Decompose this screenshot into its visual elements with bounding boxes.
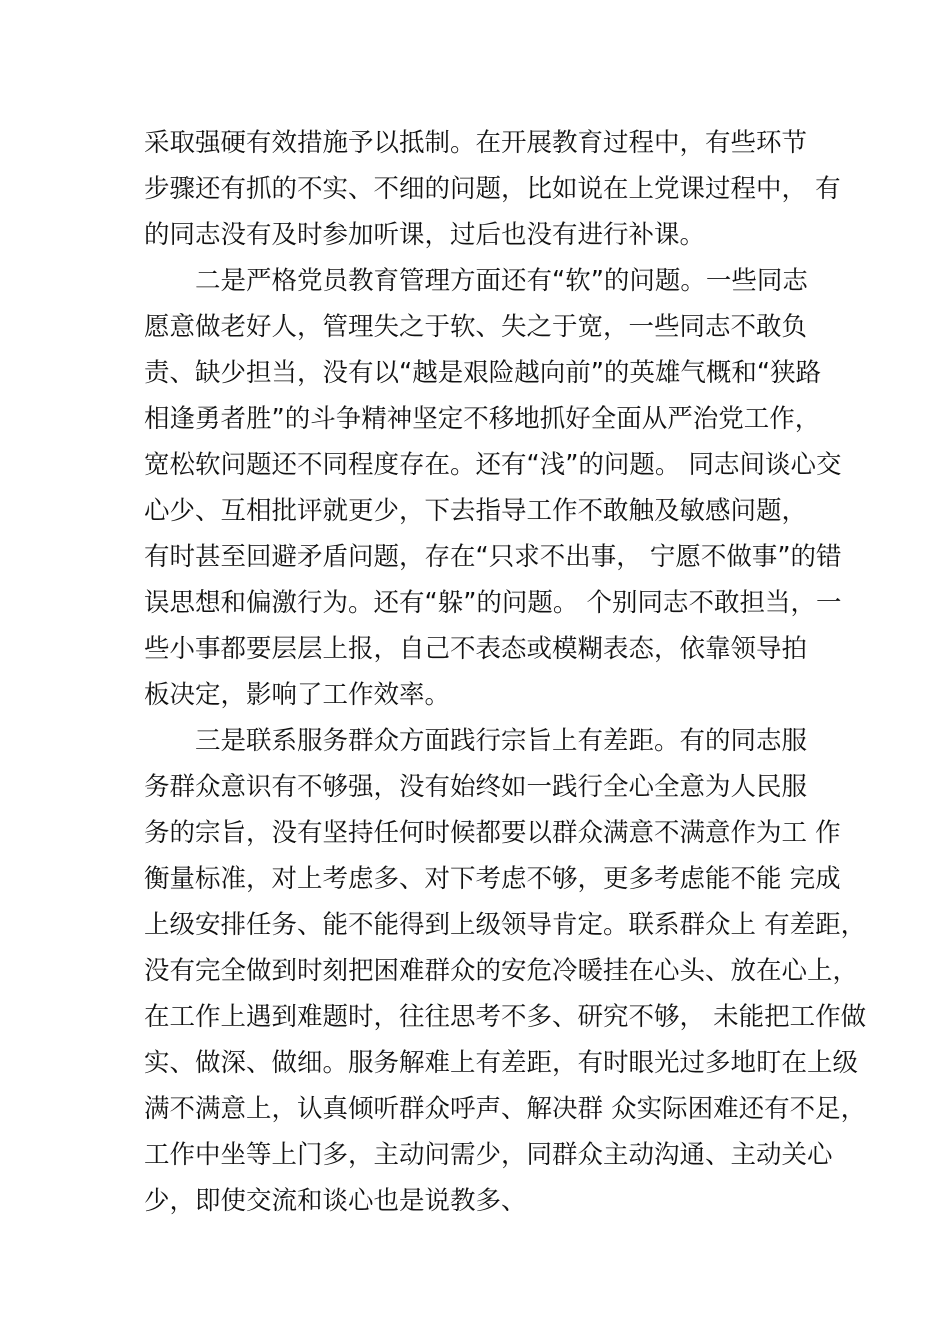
paragraph-start-line: 三是联系服务群众方面践行宗旨上有差距。有的同志服 <box>195 726 808 756</box>
text-line: 有时甚至回避矛盾问题，存在“只求不出事， 宁愿不做事”的错 <box>144 542 842 572</box>
text-line: 上级安排任务、能不能得到上级领导肯定。联系群众上 有差距， <box>144 910 867 940</box>
text-line: 步骤还有抓的不实、不细的问题，比如说在上党课过程中， 有 <box>144 174 841 204</box>
text-line: 在工作上遇到难题时，往往思考不多、研究不够， 未能把工作做 <box>144 1002 867 1032</box>
paragraph-start-line: 二是严格党员教育管理方面还有“软”的问题。一些同志 <box>195 266 808 296</box>
text-line: 衡量标准，对上考虑多、对下考虑不够，更多考虑能不能 完成 <box>144 864 841 894</box>
text-line: 责、缺少担当，没有以“越是艰险越向前”的英雄气概和“狭路 <box>144 358 822 388</box>
text-line: 宽松软问题还不同程度存在。还有“浅”的问题。 同志间谈心交 <box>144 450 842 480</box>
text-line: 实、做深、做细。服务解难上有差距，有时眼光过多地盯在上级 <box>144 1048 859 1078</box>
text-line: 务的宗旨，没有坚持任何时候都要以群众满意不满意作为工 作 <box>144 818 841 848</box>
text-line: 采取强硬有效措施予以抵制。在开展教育过程中，有些环节 <box>144 128 808 158</box>
text-line: 工作中坐等上门多，主动问需少，同群众主动沟通、主动关心 <box>144 1140 833 1170</box>
text-line: 板决定，影响了工作效率。 <box>144 680 451 710</box>
text-line: 些小事都要层层上报，自己不表态或模糊表态，依靠领导拍 <box>144 634 808 664</box>
text-line: 满不满意上，认真倾听群众呼声、解决群 众实际困难还有不足， <box>144 1094 867 1124</box>
text-line: 相逢勇者胜”的斗争精神坚定不移地抓好全面从严治党工作， <box>144 404 821 434</box>
text-line: 没有完全做到时刻把困难群众的安危冷暖挂在心头、放在心上， <box>144 956 859 986</box>
text-line: 误思想和偏激行为。还有“躲”的问题。 个别同志不敢担当，一 <box>144 588 842 618</box>
text-line: 少，即使交流和谈心也是说教多、 <box>144 1186 527 1216</box>
text-line: 心少、互相批评就更少，下去指导工作不敢触及敏感问题， <box>144 496 808 526</box>
text-line: 的同志没有及时参加听课，过后也没有进行补课。 <box>144 220 706 250</box>
text-line: 愿意做老好人，管理失之于软、失之于宽，一些同志不敢负 <box>144 312 808 342</box>
text-line: 务群众意识有不够强，没有始终如一践行全心全意为人民服 <box>144 772 808 802</box>
